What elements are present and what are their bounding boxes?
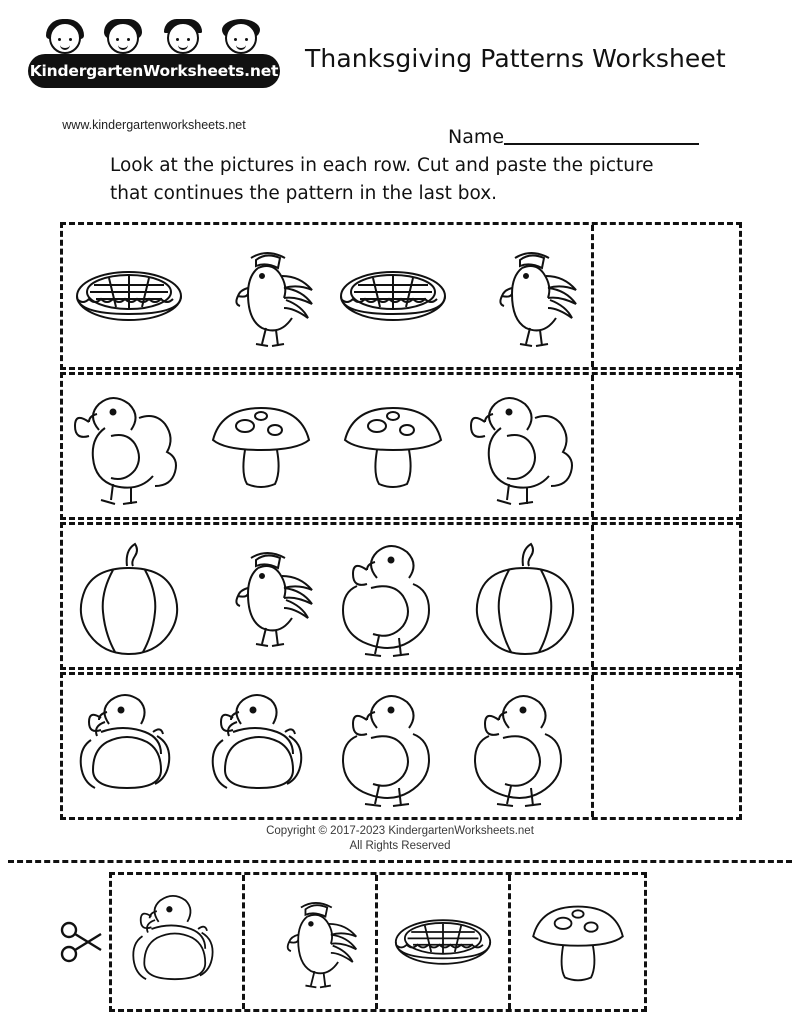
instructions-line-2: that continues the pattern in the last box. xyxy=(110,183,498,204)
logo-wordmark: KindergartenWorksheets.net xyxy=(28,54,280,88)
pattern-row xyxy=(60,222,742,370)
pattern-row xyxy=(60,522,742,670)
answer-box[interactable] xyxy=(591,375,739,517)
pattern-cell xyxy=(327,375,459,517)
instructions xyxy=(110,152,730,208)
pattern-cell xyxy=(327,675,459,817)
pattern-cell xyxy=(327,225,459,367)
turkey-icon xyxy=(465,684,585,809)
pattern-cell xyxy=(195,525,327,667)
four-children-icon xyxy=(42,22,267,58)
name-label: Name xyxy=(448,126,505,148)
pattern-cell xyxy=(459,675,591,817)
pattern-cell xyxy=(327,525,459,667)
pattern-rows xyxy=(60,222,742,822)
mushroom-icon xyxy=(201,396,321,496)
pumpkin-icon xyxy=(69,536,189,656)
answer-box[interactable] xyxy=(591,675,739,817)
pattern-row xyxy=(60,672,742,820)
pie-icon xyxy=(384,901,502,983)
pattern-cell xyxy=(459,225,591,367)
mushroom-icon xyxy=(333,396,453,496)
pattern-cell xyxy=(459,525,591,667)
pattern-row-cells xyxy=(63,225,591,367)
pattern-cell xyxy=(63,525,195,667)
cut-divider xyxy=(8,860,792,863)
scissors-icon xyxy=(55,872,109,1012)
site-url[interactable]: www.kindergartenworksheets.net xyxy=(62,118,246,132)
page-title: Thanksgiving Patterns Worksheet xyxy=(305,44,726,73)
copyright-block xyxy=(0,824,800,854)
mushroom-icon xyxy=(522,895,634,989)
pattern-cell xyxy=(63,675,195,817)
turkey-icon xyxy=(333,684,453,809)
cutout-item[interactable] xyxy=(378,875,511,1009)
site-logo[interactable] xyxy=(28,22,290,132)
answer-box[interactable] xyxy=(591,225,739,367)
cutout-strip xyxy=(55,872,647,1012)
pattern-cell xyxy=(195,675,327,817)
pattern-row-cells xyxy=(63,525,591,667)
turkey-pilgrim-icon xyxy=(460,236,590,356)
turkey-sitting-icon xyxy=(121,883,233,1001)
instructions-line-1: Look at the pictures in each row. Cut and paste the picture xyxy=(110,155,654,176)
copyright-text: Copyright © 2017-2023 KindergartenWorksheets.net xyxy=(266,825,534,837)
turkey-pilgrim-icon xyxy=(196,236,326,356)
turkey-sitting-icon xyxy=(67,684,192,809)
cutout-item[interactable] xyxy=(112,875,245,1009)
pattern-cell xyxy=(63,225,195,367)
turkey-icon xyxy=(69,384,189,509)
pie-icon xyxy=(64,251,194,341)
turkey-pilgrim-icon xyxy=(251,886,369,998)
pattern-row xyxy=(60,372,742,520)
cutout-item[interactable] xyxy=(245,875,378,1009)
pattern-row-cells xyxy=(63,675,591,817)
rights-text: All Rights Reserved xyxy=(349,840,451,852)
turkey-icon xyxy=(465,384,585,509)
pattern-cell xyxy=(195,225,327,367)
name-field xyxy=(448,126,699,148)
pattern-row-cells xyxy=(63,375,591,517)
pie-icon xyxy=(328,251,458,341)
turkey-icon xyxy=(333,534,453,659)
logo-badge xyxy=(28,22,280,92)
answer-box[interactable] xyxy=(591,525,739,667)
name-blank-line[interactable] xyxy=(504,126,699,145)
cutout-item[interactable] xyxy=(511,875,644,1009)
cutout-boxes xyxy=(109,872,647,1012)
worksheet-header xyxy=(0,18,800,148)
pattern-cell xyxy=(195,375,327,517)
turkey-pilgrim-icon xyxy=(196,536,326,656)
pattern-cell xyxy=(459,375,591,517)
pumpkin-icon xyxy=(465,536,585,656)
turkey-sitting-icon xyxy=(199,684,324,809)
pattern-cell xyxy=(63,375,195,517)
